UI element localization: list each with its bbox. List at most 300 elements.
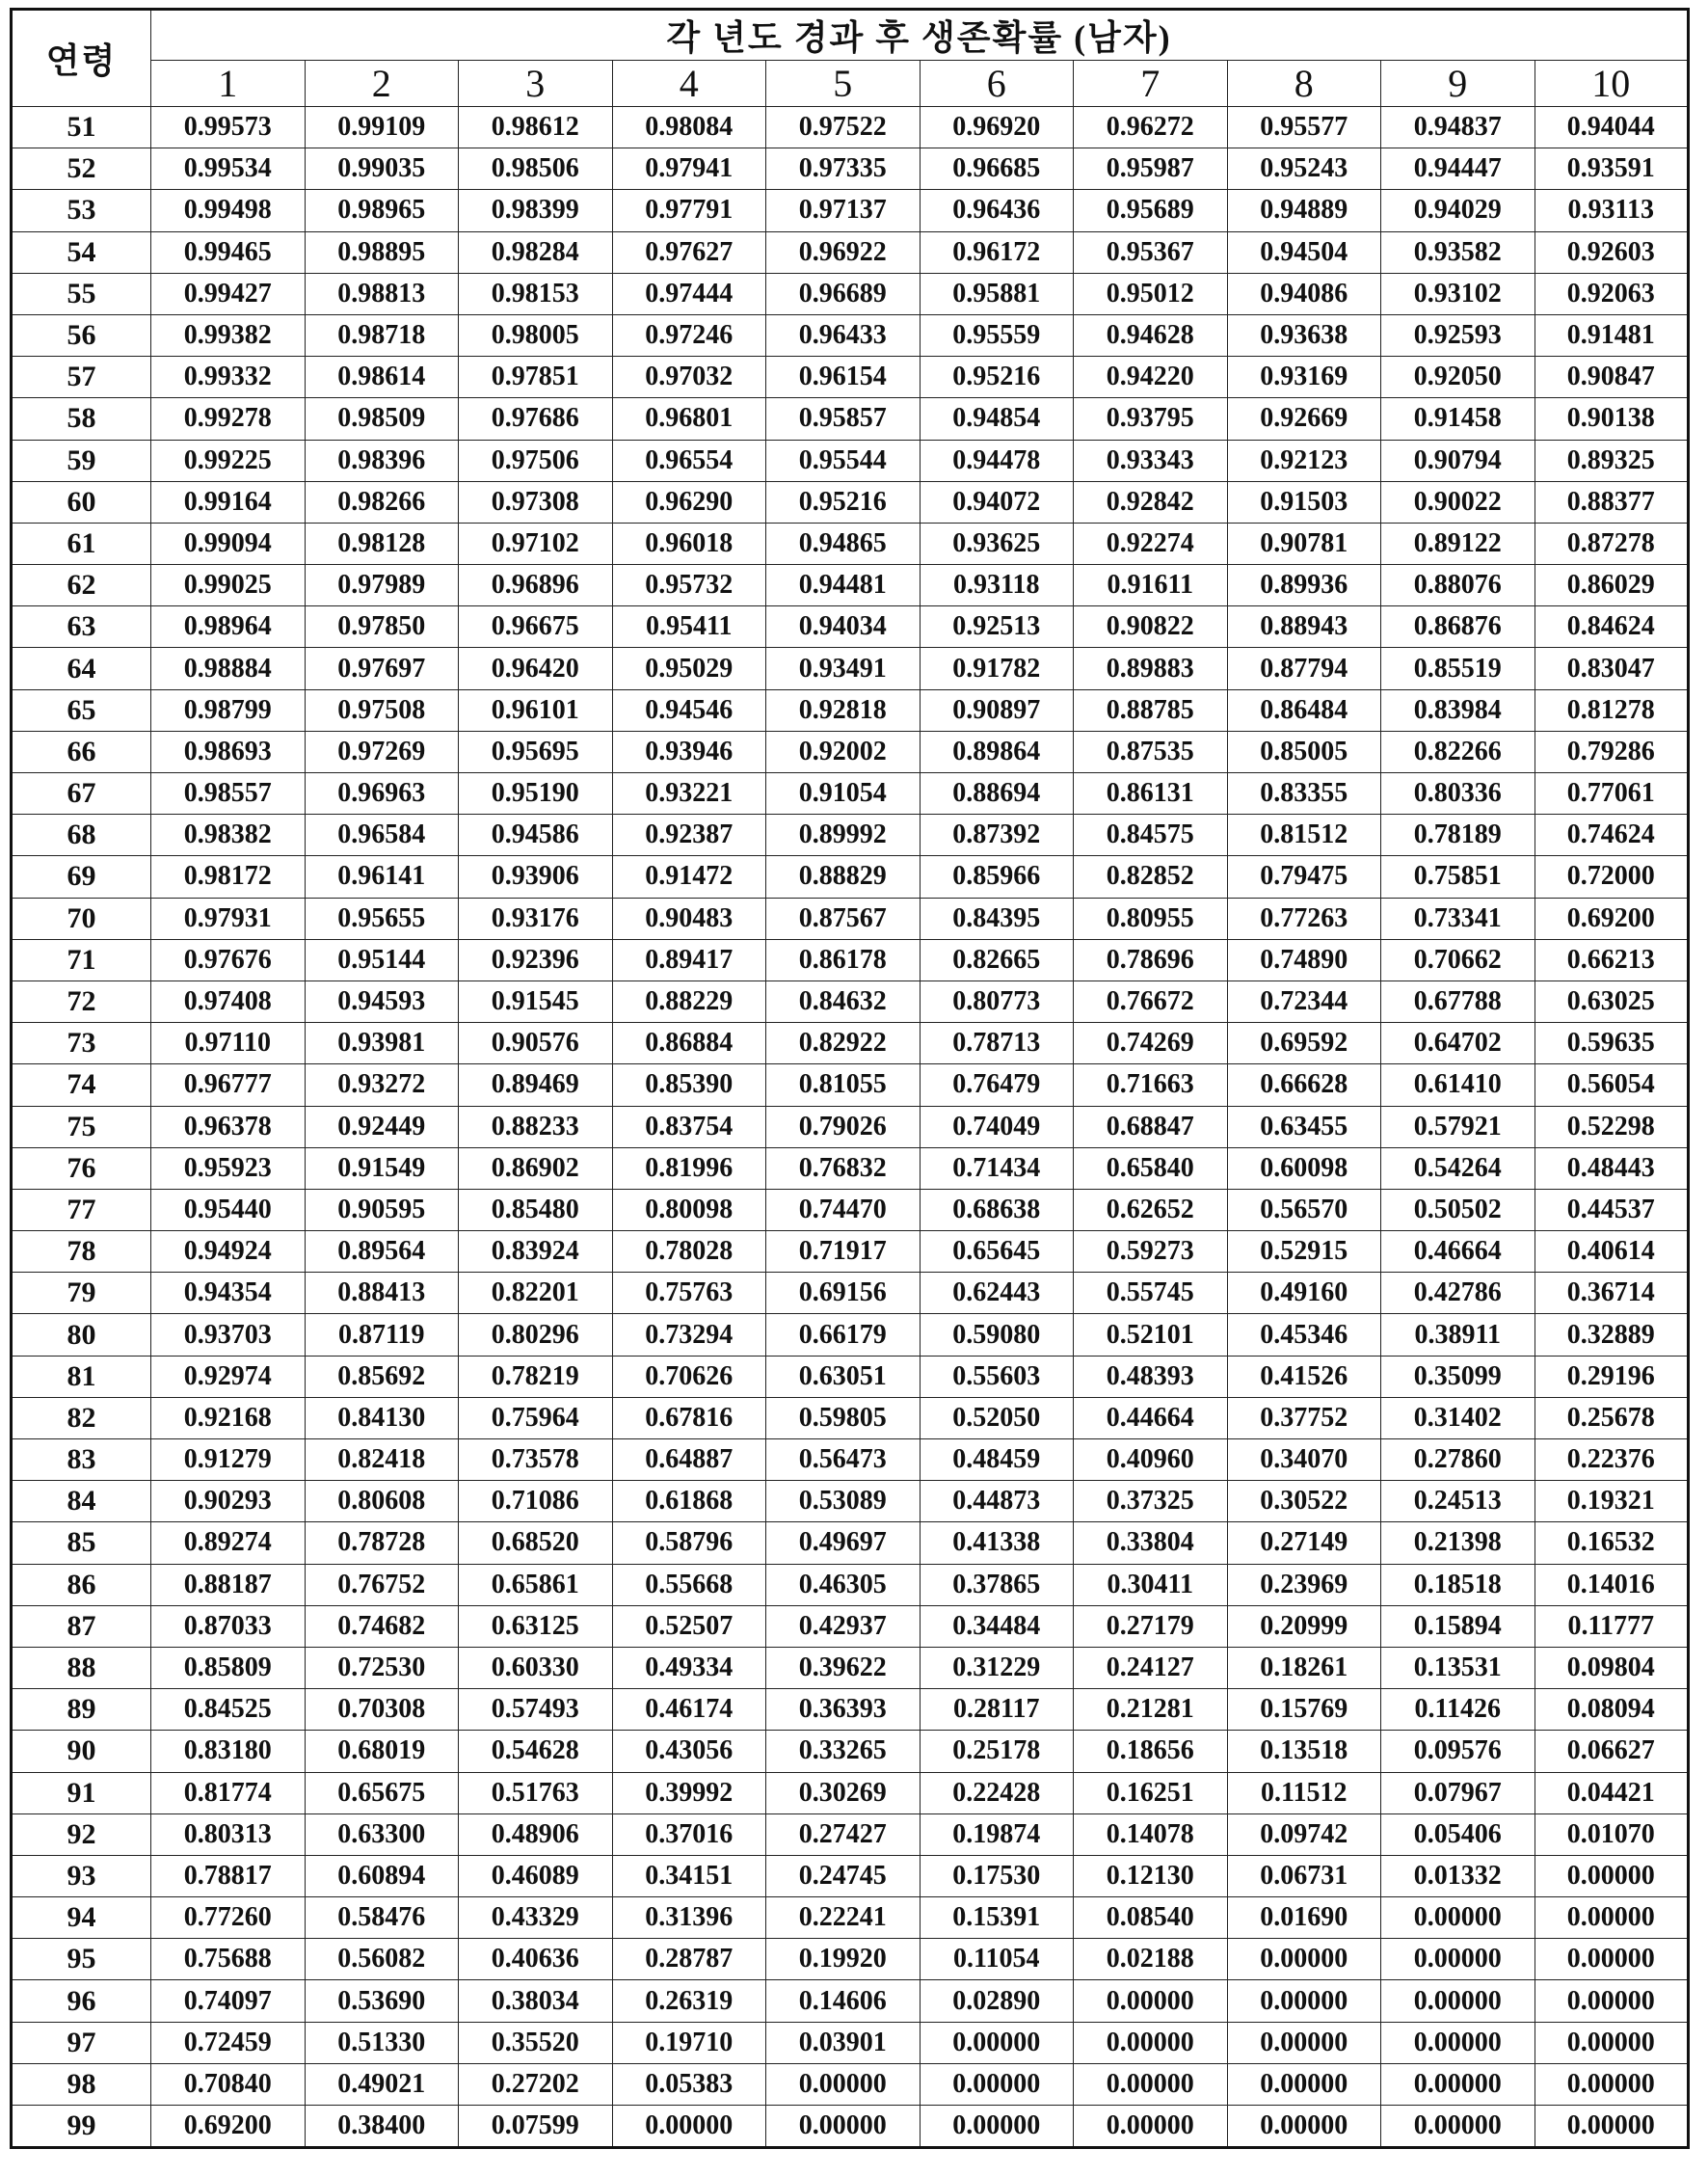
probability-cell: 0.00000 — [1227, 1980, 1381, 2022]
probability-cell: 0.00000 — [1535, 1939, 1689, 1980]
probability-cell: 0.63051 — [766, 1356, 921, 1397]
probability-cell: 0.45346 — [1227, 1314, 1381, 1356]
probability-cell: 0.31402 — [1381, 1397, 1535, 1438]
probability-cell: 0.81996 — [612, 1147, 766, 1189]
probability-cell: 0.72344 — [1227, 981, 1381, 1022]
probability-cell: 0.92396 — [459, 939, 613, 981]
table-row — [12, 1731, 1689, 1772]
probability-cell: 0.27202 — [459, 2063, 613, 2105]
probability-cell: 0.97032 — [612, 357, 766, 398]
probability-cell: 0.87392 — [920, 815, 1074, 856]
age-cell: 64 — [12, 648, 151, 689]
probability-cell: 0.89325 — [1535, 440, 1689, 481]
age-cell: 72 — [12, 981, 151, 1022]
probability-cell: 0.89469 — [459, 1064, 613, 1106]
probability-cell: 0.07599 — [459, 2106, 613, 2148]
age-cell: 77 — [12, 1189, 151, 1230]
probability-cell: 0.61410 — [1381, 1064, 1535, 1106]
age-column-header: 연령 — [12, 10, 151, 107]
probability-cell: 0.97308 — [459, 481, 613, 523]
probability-cell: 0.55668 — [612, 1564, 766, 1605]
probability-cell: 0.94889 — [1227, 190, 1381, 231]
age-cell: 76 — [12, 1147, 151, 1189]
probability-cell: 0.65675 — [305, 1772, 459, 1813]
probability-cell: 0.80336 — [1381, 773, 1535, 815]
probability-cell: 0.80098 — [612, 1189, 766, 1230]
probability-cell: 0.98084 — [612, 107, 766, 148]
age-cell: 57 — [12, 357, 151, 398]
age-cell: 55 — [12, 273, 151, 314]
probability-cell: 0.92603 — [1535, 231, 1689, 273]
probability-cell: 0.82922 — [766, 1023, 921, 1064]
probability-cell: 0.93981 — [305, 1023, 459, 1064]
probability-cell: 0.00000 — [1535, 2106, 1689, 2148]
probability-cell: 0.98153 — [459, 273, 613, 314]
probability-cell: 0.90138 — [1535, 398, 1689, 440]
probability-cell: 0.51763 — [459, 1772, 613, 1813]
probability-cell: 0.93638 — [1227, 314, 1381, 356]
probability-cell: 0.90847 — [1535, 357, 1689, 398]
probability-cell: 0.76832 — [766, 1147, 921, 1189]
probability-cell: 0.09742 — [1227, 1813, 1381, 1855]
probability-cell: 0.87535 — [1074, 731, 1228, 772]
table-row — [12, 1564, 1689, 1605]
probability-cell: 0.90781 — [1227, 523, 1381, 564]
age-cell: 53 — [12, 190, 151, 231]
probability-cell: 0.74624 — [1535, 815, 1689, 856]
probability-cell: 0.93272 — [305, 1064, 459, 1106]
probability-cell: 0.98382 — [151, 815, 306, 856]
table-row — [12, 1147, 1689, 1189]
table-header — [12, 10, 1689, 107]
probability-cell: 0.88829 — [766, 856, 921, 898]
probability-cell: 0.56054 — [1535, 1064, 1689, 1106]
probability-cell: 0.96920 — [920, 107, 1074, 148]
probability-cell: 0.49334 — [612, 1647, 766, 1688]
probability-cell: 0.46664 — [1381, 1231, 1535, 1273]
probability-cell: 0.34484 — [920, 1605, 1074, 1647]
probability-cell: 0.52915 — [1227, 1231, 1381, 1273]
probability-cell: 0.03901 — [766, 2022, 921, 2063]
probability-cell: 0.90794 — [1381, 440, 1535, 481]
probability-cell: 0.11777 — [1535, 1605, 1689, 1647]
probability-cell: 0.48393 — [1074, 1356, 1228, 1397]
age-cell: 62 — [12, 565, 151, 606]
probability-cell: 0.15769 — [1227, 1689, 1381, 1731]
probability-cell: 0.95012 — [1074, 273, 1228, 314]
table-row — [12, 314, 1689, 356]
probability-cell: 0.95440 — [151, 1189, 306, 1230]
probability-cell: 0.19321 — [1535, 1481, 1689, 1522]
age-cell: 69 — [12, 856, 151, 898]
probability-cell: 0.87794 — [1227, 648, 1381, 689]
probability-cell: 0.69200 — [151, 2106, 306, 2148]
table-row — [12, 606, 1689, 648]
probability-cell: 0.94354 — [151, 1273, 306, 1314]
age-cell: 79 — [12, 1273, 151, 1314]
probability-cell: 0.93169 — [1227, 357, 1381, 398]
probability-cell: 0.96172 — [920, 231, 1074, 273]
probability-cell: 0.98506 — [459, 148, 613, 190]
probability-cell: 0.00000 — [612, 2106, 766, 2148]
probability-cell: 0.93906 — [459, 856, 613, 898]
probability-cell: 0.95190 — [459, 773, 613, 815]
probability-cell: 0.71434 — [920, 1147, 1074, 1189]
probability-cell: 0.89417 — [612, 939, 766, 981]
probability-cell: 0.59805 — [766, 1397, 921, 1438]
probability-cell: 0.00000 — [1381, 2063, 1535, 2105]
probability-cell: 0.54628 — [459, 1731, 613, 1772]
probability-cell: 0.57921 — [1381, 1106, 1535, 1147]
probability-cell: 0.97522 — [766, 107, 921, 148]
probability-cell: 0.64887 — [612, 1439, 766, 1481]
probability-cell: 0.00000 — [1381, 2022, 1535, 2063]
probability-cell: 0.96272 — [1074, 107, 1228, 148]
probability-cell: 0.75964 — [459, 1397, 613, 1438]
probability-cell: 0.35099 — [1381, 1356, 1535, 1397]
probability-cell: 0.00000 — [1381, 1939, 1535, 1980]
table-row — [12, 357, 1689, 398]
probability-cell: 0.33265 — [766, 1731, 921, 1772]
probability-cell: 0.95411 — [612, 606, 766, 648]
probability-cell: 0.62652 — [1074, 1189, 1228, 1230]
probability-cell: 0.98884 — [151, 648, 306, 689]
probability-cell: 0.41526 — [1227, 1356, 1381, 1397]
probability-cell: 0.30522 — [1227, 1481, 1381, 1522]
probability-cell: 0.37865 — [920, 1564, 1074, 1605]
probability-cell: 0.98557 — [151, 773, 306, 815]
year-column-header: 6 — [920, 61, 1074, 107]
probability-cell: 0.98172 — [151, 856, 306, 898]
probability-cell: 0.96963 — [305, 773, 459, 815]
probability-cell: 0.14016 — [1535, 1564, 1689, 1605]
probability-cell: 0.88785 — [1074, 689, 1228, 731]
probability-cell: 0.97110 — [151, 1023, 306, 1064]
probability-cell: 0.81512 — [1227, 815, 1381, 856]
survival-probability-table — [10, 8, 1690, 2149]
probability-cell: 0.93113 — [1535, 190, 1689, 231]
probability-cell: 0.81278 — [1535, 689, 1689, 731]
probability-cell: 0.91549 — [305, 1147, 459, 1189]
probability-cell: 0.38911 — [1381, 1314, 1535, 1356]
age-cell: 65 — [12, 689, 151, 731]
probability-cell: 0.86876 — [1381, 606, 1535, 648]
probability-cell: 0.92050 — [1381, 357, 1535, 398]
probability-cell: 0.00000 — [1074, 2063, 1228, 2105]
probability-cell: 0.74470 — [766, 1189, 921, 1230]
probability-cell: 0.31396 — [612, 1897, 766, 1939]
age-cell: 94 — [12, 1897, 151, 1939]
probability-cell: 0.95243 — [1227, 148, 1381, 190]
probability-cell: 0.86029 — [1535, 565, 1689, 606]
probability-cell: 0.89864 — [920, 731, 1074, 772]
probability-cell: 0.98005 — [459, 314, 613, 356]
age-cell: 51 — [12, 107, 151, 148]
probability-cell: 0.52101 — [1074, 1314, 1228, 1356]
probability-cell: 0.17530 — [920, 1855, 1074, 1896]
age-cell: 52 — [12, 148, 151, 190]
probability-cell: 0.95689 — [1074, 190, 1228, 231]
year-column-header: 7 — [1074, 61, 1228, 107]
probability-cell: 0.37325 — [1074, 1481, 1228, 1522]
probability-cell: 0.49697 — [766, 1522, 921, 1564]
probability-cell: 0.84632 — [766, 981, 921, 1022]
age-cell: 90 — [12, 1731, 151, 1772]
table-row — [12, 107, 1689, 148]
probability-cell: 0.96290 — [612, 481, 766, 523]
probability-cell: 0.89936 — [1227, 565, 1381, 606]
probability-cell: 0.97686 — [459, 398, 613, 440]
probability-cell: 0.77061 — [1535, 773, 1689, 815]
probability-cell: 0.99498 — [151, 190, 306, 231]
probability-cell: 0.74682 — [305, 1605, 459, 1647]
probability-cell: 0.97627 — [612, 231, 766, 273]
probability-cell: 0.89122 — [1381, 523, 1535, 564]
probability-cell: 0.51330 — [305, 2022, 459, 2063]
probability-cell: 0.88076 — [1381, 565, 1535, 606]
table-row — [12, 190, 1689, 231]
probability-cell: 0.92002 — [766, 731, 921, 772]
probability-cell: 0.49160 — [1227, 1273, 1381, 1314]
probability-cell: 0.52050 — [920, 1397, 1074, 1438]
probability-cell: 0.49021 — [305, 2063, 459, 2105]
probability-cell: 0.42786 — [1381, 1273, 1535, 1314]
probability-cell: 0.22241 — [766, 1897, 921, 1939]
probability-cell: 0.91503 — [1227, 481, 1381, 523]
probability-cell: 0.58796 — [612, 1522, 766, 1564]
probability-cell: 0.94034 — [766, 606, 921, 648]
table-row — [12, 148, 1689, 190]
probability-cell: 0.66628 — [1227, 1064, 1381, 1106]
probability-cell: 0.95577 — [1227, 107, 1381, 148]
probability-cell: 0.97931 — [151, 898, 306, 939]
probability-cell: 0.97697 — [305, 648, 459, 689]
probability-cell: 0.24127 — [1074, 1647, 1228, 1688]
probability-cell: 0.34151 — [612, 1855, 766, 1896]
probability-cell: 0.72530 — [305, 1647, 459, 1688]
probability-cell: 0.44537 — [1535, 1189, 1689, 1230]
table-row — [12, 689, 1689, 731]
probability-cell: 0.88377 — [1535, 481, 1689, 523]
probability-cell: 0.94628 — [1074, 314, 1228, 356]
age-cell: 85 — [12, 1522, 151, 1564]
probability-cell: 0.78817 — [151, 1855, 306, 1896]
probability-cell: 0.94837 — [1381, 107, 1535, 148]
table-row — [12, 1897, 1689, 1939]
year-column-header: 8 — [1227, 61, 1381, 107]
table-row — [12, 1647, 1689, 1688]
probability-cell: 0.93625 — [920, 523, 1074, 564]
probability-cell: 0.94086 — [1227, 273, 1381, 314]
probability-cell: 0.80773 — [920, 981, 1074, 1022]
probability-cell: 0.73578 — [459, 1439, 613, 1481]
probability-cell: 0.98284 — [459, 231, 613, 273]
probability-cell: 0.84624 — [1535, 606, 1689, 648]
probability-cell: 0.99035 — [305, 148, 459, 190]
probability-cell: 0.05383 — [612, 2063, 766, 2105]
probability-cell: 0.69592 — [1227, 1023, 1381, 1064]
probability-cell: 0.25678 — [1535, 1397, 1689, 1438]
survival-group-header: 각 년도 경과 후 생존확률 (남자) — [151, 10, 1689, 61]
age-cell: 56 — [12, 314, 151, 356]
probability-cell: 0.90822 — [1074, 606, 1228, 648]
probability-cell: 0.18518 — [1381, 1564, 1535, 1605]
probability-cell: 0.30269 — [766, 1772, 921, 1813]
probability-cell: 0.52507 — [612, 1605, 766, 1647]
table-row — [12, 1106, 1689, 1147]
probability-cell: 0.24745 — [766, 1855, 921, 1896]
probability-cell: 0.93491 — [766, 648, 921, 689]
probability-cell: 0.99534 — [151, 148, 306, 190]
probability-cell: 0.92123 — [1227, 440, 1381, 481]
probability-cell: 0.15894 — [1381, 1605, 1535, 1647]
probability-cell: 0.73341 — [1381, 898, 1535, 939]
probability-cell: 0.99025 — [151, 565, 306, 606]
probability-cell: 0.19874 — [920, 1813, 1074, 1855]
probability-cell: 0.00000 — [1381, 2106, 1535, 2148]
probability-cell: 0.66213 — [1535, 939, 1689, 981]
probability-cell: 0.56473 — [766, 1439, 921, 1481]
probability-cell: 0.34070 — [1227, 1439, 1381, 1481]
probability-cell: 0.98612 — [459, 107, 613, 148]
probability-cell: 0.96554 — [612, 440, 766, 481]
header-title-row — [12, 10, 1689, 61]
probability-cell: 0.82418 — [305, 1439, 459, 1481]
probability-cell: 0.44664 — [1074, 1397, 1228, 1438]
probability-cell: 0.59273 — [1074, 1231, 1228, 1273]
probability-cell: 0.94029 — [1381, 190, 1535, 231]
probability-cell: 0.95655 — [305, 898, 459, 939]
age-cell: 60 — [12, 481, 151, 523]
probability-cell: 0.14078 — [1074, 1813, 1228, 1855]
probability-cell: 0.96378 — [151, 1106, 306, 1147]
probability-cell: 0.96018 — [612, 523, 766, 564]
probability-cell: 0.00000 — [1535, 2022, 1689, 2063]
probability-cell: 0.00000 — [1535, 1980, 1689, 2022]
probability-cell: 0.98693 — [151, 731, 306, 772]
probability-cell: 0.70662 — [1381, 939, 1535, 981]
probability-cell: 0.58476 — [305, 1897, 459, 1939]
probability-cell: 0.93343 — [1074, 440, 1228, 481]
probability-cell: 0.97137 — [766, 190, 921, 231]
table-row — [12, 1605, 1689, 1647]
probability-cell: 0.95029 — [612, 648, 766, 689]
table-row — [12, 1481, 1689, 1522]
probability-cell: 0.92274 — [1074, 523, 1228, 564]
probability-cell: 0.99573 — [151, 107, 306, 148]
probability-cell: 0.99109 — [305, 107, 459, 148]
probability-cell: 0.02188 — [1074, 1939, 1228, 1980]
probability-cell: 0.91545 — [459, 981, 613, 1022]
probability-cell: 0.94447 — [1381, 148, 1535, 190]
probability-cell: 0.62443 — [920, 1273, 1074, 1314]
probability-cell: 0.98895 — [305, 231, 459, 273]
probability-cell: 0.81055 — [766, 1064, 921, 1106]
probability-cell: 0.94478 — [920, 440, 1074, 481]
probability-cell: 0.56082 — [305, 1939, 459, 1980]
probability-cell: 0.91054 — [766, 773, 921, 815]
probability-cell: 0.90897 — [920, 689, 1074, 731]
probability-cell: 0.00000 — [1074, 1980, 1228, 2022]
probability-cell: 0.27149 — [1227, 1522, 1381, 1564]
probability-cell: 0.05406 — [1381, 1813, 1535, 1855]
probability-cell: 0.99332 — [151, 357, 306, 398]
age-cell: 93 — [12, 1855, 151, 1896]
age-cell: 67 — [12, 773, 151, 815]
probability-cell: 0.67816 — [612, 1397, 766, 1438]
probability-cell: 0.95732 — [612, 565, 766, 606]
probability-cell: 0.90483 — [612, 898, 766, 939]
probability-cell: 0.41338 — [920, 1522, 1074, 1564]
probability-cell: 0.89274 — [151, 1522, 306, 1564]
table-row — [12, 1855, 1689, 1896]
probability-cell: 0.98718 — [305, 314, 459, 356]
probability-cell: 0.65645 — [920, 1231, 1074, 1273]
probability-cell: 0.97676 — [151, 939, 306, 981]
probability-cell: 0.71663 — [1074, 1064, 1228, 1106]
probability-cell: 0.33804 — [1074, 1522, 1228, 1564]
table-row — [12, 565, 1689, 606]
probability-cell: 0.74049 — [920, 1106, 1074, 1147]
probability-cell: 0.74890 — [1227, 939, 1381, 981]
age-cell: 87 — [12, 1605, 151, 1647]
probability-cell: 0.43329 — [459, 1897, 613, 1939]
probability-cell: 0.00000 — [1074, 2022, 1228, 2063]
probability-cell: 0.95144 — [305, 939, 459, 981]
probability-cell: 0.72459 — [151, 2022, 306, 2063]
probability-cell: 0.91458 — [1381, 398, 1535, 440]
age-cell: 68 — [12, 815, 151, 856]
probability-cell: 0.83754 — [612, 1106, 766, 1147]
age-cell: 75 — [12, 1106, 151, 1147]
probability-cell: 0.21398 — [1381, 1522, 1535, 1564]
probability-cell: 0.92593 — [1381, 314, 1535, 356]
probability-cell: 0.93591 — [1535, 148, 1689, 190]
probability-cell: 0.77260 — [151, 1897, 306, 1939]
probability-cell: 0.93582 — [1381, 231, 1535, 273]
probability-cell: 0.79286 — [1535, 731, 1689, 772]
probability-cell: 0.70308 — [305, 1689, 459, 1731]
probability-cell: 0.82665 — [920, 939, 1074, 981]
age-cell: 78 — [12, 1231, 151, 1273]
probability-cell: 0.65840 — [1074, 1147, 1228, 1189]
probability-cell: 0.86884 — [612, 1023, 766, 1064]
probability-cell: 0.91782 — [920, 648, 1074, 689]
probability-cell: 0.44873 — [920, 1481, 1074, 1522]
probability-cell: 0.48459 — [920, 1439, 1074, 1481]
probability-cell: 0.00000 — [1535, 2063, 1689, 2105]
probability-cell: 0.63025 — [1535, 981, 1689, 1022]
probability-cell: 0.80313 — [151, 1813, 306, 1855]
probability-cell: 0.94593 — [305, 981, 459, 1022]
age-cell: 96 — [12, 1980, 151, 2022]
probability-cell: 0.35520 — [459, 2022, 613, 2063]
probability-cell: 0.79026 — [766, 1106, 921, 1147]
probability-cell: 0.40614 — [1535, 1231, 1689, 1273]
probability-cell: 0.50502 — [1381, 1189, 1535, 1230]
age-cell: 92 — [12, 1813, 151, 1855]
probability-cell: 0.98128 — [305, 523, 459, 564]
table-row — [12, 1273, 1689, 1314]
probability-cell: 0.26319 — [612, 1980, 766, 2022]
probability-cell: 0.27179 — [1074, 1605, 1228, 1647]
probability-cell: 0.00000 — [1381, 1897, 1535, 1939]
probability-cell: 0.40960 — [1074, 1439, 1228, 1481]
probability-cell: 0.13531 — [1381, 1647, 1535, 1688]
probability-cell: 0.06627 — [1535, 1731, 1689, 1772]
probability-cell: 0.83924 — [459, 1231, 613, 1273]
probability-cell: 0.85005 — [1227, 731, 1381, 772]
